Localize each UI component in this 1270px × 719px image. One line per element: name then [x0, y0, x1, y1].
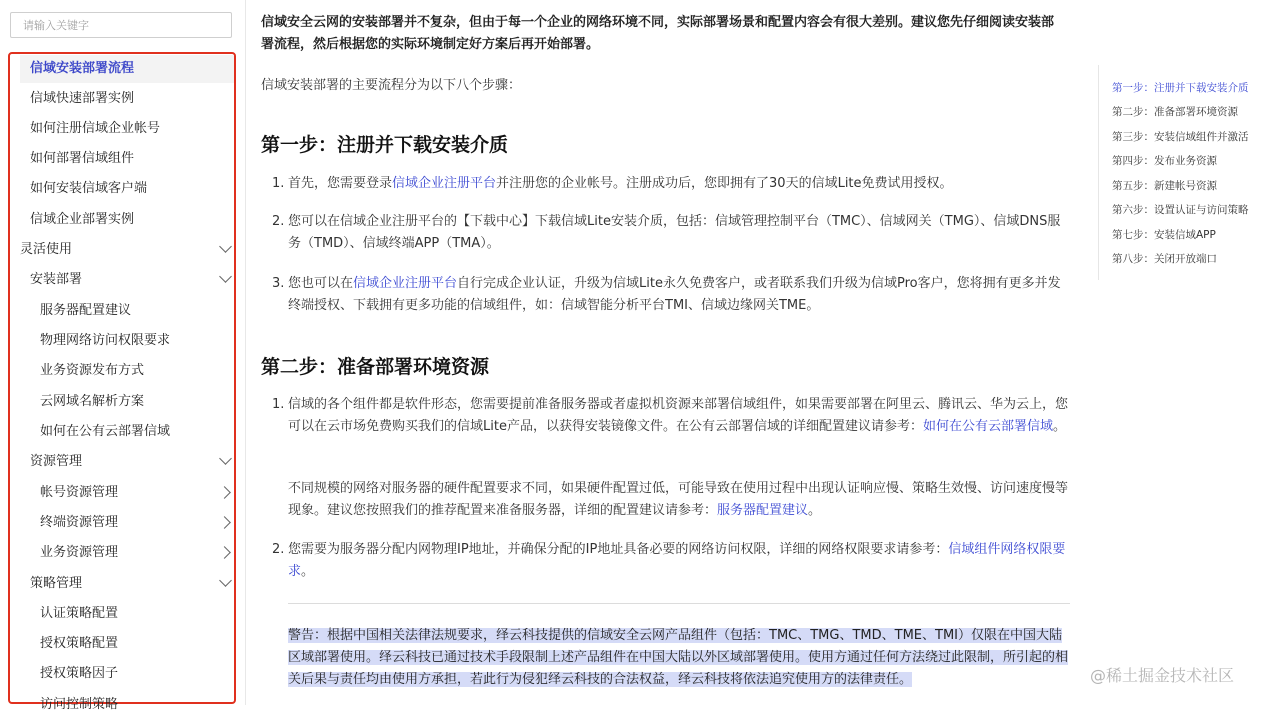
sidebar-item-label: 策略管理 [30, 576, 83, 591]
chevron-right-icon [218, 486, 231, 499]
list-number: 1. [272, 176, 285, 191]
sidebar-group-resource-mgmt[interactable] [10, 448, 234, 476]
text: 。 [808, 503, 822, 518]
sidebar-item-quick-deploy[interactable] [10, 85, 234, 113]
text: 。 [1052, 419, 1066, 434]
text: 自行完成企业认证，升级为信域Lite永久免费客户，或者联系我们升级为信域Pro客户，您将拥有更多并发终端授权、下载拥有更多功能的信域组件，如：信域智能分析平台TMI、信域边缘网关TME。 [288, 276, 1061, 313]
network-permission-link[interactable]: 信域组件网络权限要求 [288, 542, 1066, 579]
public-cloud-link[interactable]: 如何在公有云部署信域 [922, 419, 1053, 434]
sidebar-item-enterprise-example[interactable] [10, 206, 234, 234]
toc-item-step1[interactable]: 第一步：注册并下载安装介质 [1112, 82, 1249, 94]
sidebar [0, 0, 246, 712]
list-number: 3. [272, 276, 285, 291]
sidebar-item-label: 访问控制策略 [40, 697, 119, 712]
search-input[interactable] [10, 12, 232, 38]
toc-item-step4[interactable]: 第四步：发布业务资源 [1112, 155, 1217, 167]
chevron-down-icon [219, 270, 232, 283]
sidebar-item-label: 信域企业部署实例 [30, 212, 135, 227]
warning-highlight: 警告：根据中国相关法律法规要求，绎云科技提供的信域安全云网产品组件（包括：TMC、TMG、TMD、TME、TMI）仅限在中国大陆区域部署使用。绎云科技已通过技术手段限制上述产品组件在中国大陆以外区域部署使用。使用方通过任何方法绕过此限制，所引起的相关后果与责任均由使用方承担，若此行为侵犯绎云科技的合法权益，绎云科技将依法追究使用方的法律责任。 [288, 628, 1069, 687]
step2-para [288, 478, 1073, 522]
sidebar-item-label: 终端资源管理 [40, 515, 119, 530]
sidebar-item-label: 安装部署 [30, 272, 83, 287]
chevron-down-icon [219, 452, 232, 465]
table-of-contents [1098, 65, 1270, 280]
list-number: 1. [272, 397, 285, 412]
register-platform-link[interactable]: 信域企业注册平台 [392, 176, 497, 191]
sidebar-item-label: 云网域名解析方案 [40, 394, 145, 409]
sidebar-item-authorization-policy[interactable] [10, 630, 234, 658]
sidebar-item-label: 业务资源管理 [40, 545, 119, 560]
list-number: 2. [272, 542, 285, 557]
highlight-box [8, 52, 236, 712]
sidebar-item-label: 授权策略配置 [40, 636, 119, 651]
flow-intro: 信域安装部署的主要流程分为以下八个步骤： [261, 78, 522, 93]
sidebar-item-label: 业务资源发布方式 [40, 363, 145, 378]
step2-heading: 第二步：准备部署环境资源 [261, 356, 490, 378]
text: 。 [301, 564, 315, 579]
sidebar-item-label: 如何注册信域企业帐号 [30, 121, 161, 136]
sidebar-item-label: 如何在公有云部署信域 [40, 424, 171, 439]
step1-item-3 [272, 273, 1072, 317]
sidebar-item-label: 信域安装部署流程 [30, 61, 135, 76]
toc-item-step7[interactable]: 第七步：安装信域APP [1112, 229, 1216, 241]
step2-item-2 [272, 539, 1072, 583]
sidebar-item-label: 物理网络访问权限要求 [40, 333, 171, 348]
toc-item-step6[interactable]: 第六步：设置认证与访问策略 [1112, 204, 1249, 216]
sidebar-item-label: 灵活使用 [20, 242, 73, 257]
text: 首先，您需要登录 [288, 176, 393, 191]
sidebar-group-install-deploy[interactable] [10, 266, 234, 294]
sidebar-item-auth-policy[interactable] [10, 600, 234, 628]
watermark: @稀土掘金技术社区 [1090, 666, 1235, 685]
sidebar-item-label: 认证策略配置 [40, 606, 119, 621]
divider [288, 603, 1070, 604]
sidebar-item-install-flow[interactable] [20, 55, 234, 83]
sidebar-item-label: 信域快速部署实例 [30, 91, 135, 106]
sidebar-item-deploy-components[interactable] [10, 145, 234, 173]
chevron-down-icon [219, 574, 232, 587]
sidebar-item-business-resource[interactable] [10, 539, 234, 567]
text: 并注册您的企业帐号。注册成功后，您即拥有了30天的信域Lite免费试用授权。 [496, 176, 953, 191]
sidebar-item-label: 资源管理 [30, 454, 83, 469]
sidebar-item-install-client[interactable] [10, 175, 234, 203]
text: 您可以在信域企业注册平台的【下载中心】下载信域Lite安装介质，包括：信域管理控制平台（TMC）、信域网关（TMG）、信域DNS服务（TMD）、信域终端APP（TMA）。 [288, 214, 1061, 251]
sidebar-item-terminal-resource[interactable] [10, 509, 234, 537]
sidebar-item-register-account[interactable] [10, 115, 234, 143]
text: 不同规模的网络对服务器的硬件配置要求不同，如果硬件配置过低，可能导致在使用过程中出现认证响应慢、策略生效慢、访问速度慢等现象。建议您按照我们的推荐配置来准备服务器，详细的配置建议请参考： [288, 481, 1069, 518]
text: 您也可以在 [288, 276, 354, 291]
sidebar-item-access-control[interactable] [10, 691, 234, 719]
chevron-right-icon [218, 546, 231, 559]
step1-item-2 [272, 211, 1072, 255]
text: 您需要为服务器分配内网物理IP地址，并确保分配的IP地址具备必要的网络访问权限，详细的网络权限要求请参考： [288, 542, 949, 557]
chevron-down-icon [219, 240, 232, 253]
sidebar-item-account-resource[interactable] [10, 479, 234, 507]
sidebar-item-dns-scheme[interactable] [10, 388, 234, 416]
sidebar-group-policy-mgmt[interactable] [10, 570, 234, 598]
list-number: 2. [272, 214, 285, 229]
sidebar-item-public-cloud[interactable] [10, 418, 234, 446]
toc-item-step5[interactable]: 第五步：新建帐号资源 [1112, 180, 1217, 192]
sidebar-item-authorization-factor[interactable] [10, 660, 234, 688]
server-config-link[interactable]: 服务器配置建议 [717, 503, 809, 518]
toc-item-step8[interactable]: 第八步：关闭开放端口 [1112, 253, 1217, 265]
sidebar-item-label: 如何安装信域客户端 [30, 181, 148, 196]
sidebar-item-label: 服务器配置建议 [40, 303, 132, 318]
sidebar-item-label: 如何部署信域组件 [30, 151, 135, 166]
sidebar-item-resource-publish[interactable] [10, 357, 234, 385]
text: 信域的各个组件都是软件形态，您需要提前准备服务器或者虚拟机资源来部署信域组件，如果需要部署在阿里云、腾讯云、华为云上，您可以在云市场免费购买我们的信域Lite产品，以获得安装镜像文件。在公有云部署信域的详细配置建议请参考： [288, 397, 1069, 434]
register-platform-link[interactable]: 信域企业注册平台 [353, 276, 458, 291]
sidebar-item-network-permissions[interactable] [10, 327, 234, 355]
toc-item-step3[interactable]: 第三步：安装信域组件并激活 [1112, 131, 1249, 143]
main-content [246, 0, 1096, 705]
step1-item-1 [272, 173, 1072, 195]
sidebar-item-server-config[interactable] [10, 297, 234, 325]
chevron-right-icon [218, 516, 231, 529]
sidebar-group-flexible-use[interactable] [10, 236, 234, 264]
step2-item-1 [272, 394, 1072, 438]
toc-item-step2[interactable]: 第二步：准备部署环境资源 [1112, 106, 1238, 118]
intro-text: 信域安全云网的安装部署并不复杂，但由于每一个企业的网络环境不同，实际部署场景和配置内容会有很大差别。建议您先仔细阅读安装部署流程，然后根据您的实际环境制定好方案后再开始部署。 [261, 15, 1055, 52]
sidebar-item-label: 帐号资源管理 [40, 485, 119, 500]
step1-heading: 第一步：注册并下载安装介质 [261, 134, 509, 156]
sidebar-item-label: 授权策略因子 [40, 666, 119, 681]
warning-text [288, 625, 1073, 691]
